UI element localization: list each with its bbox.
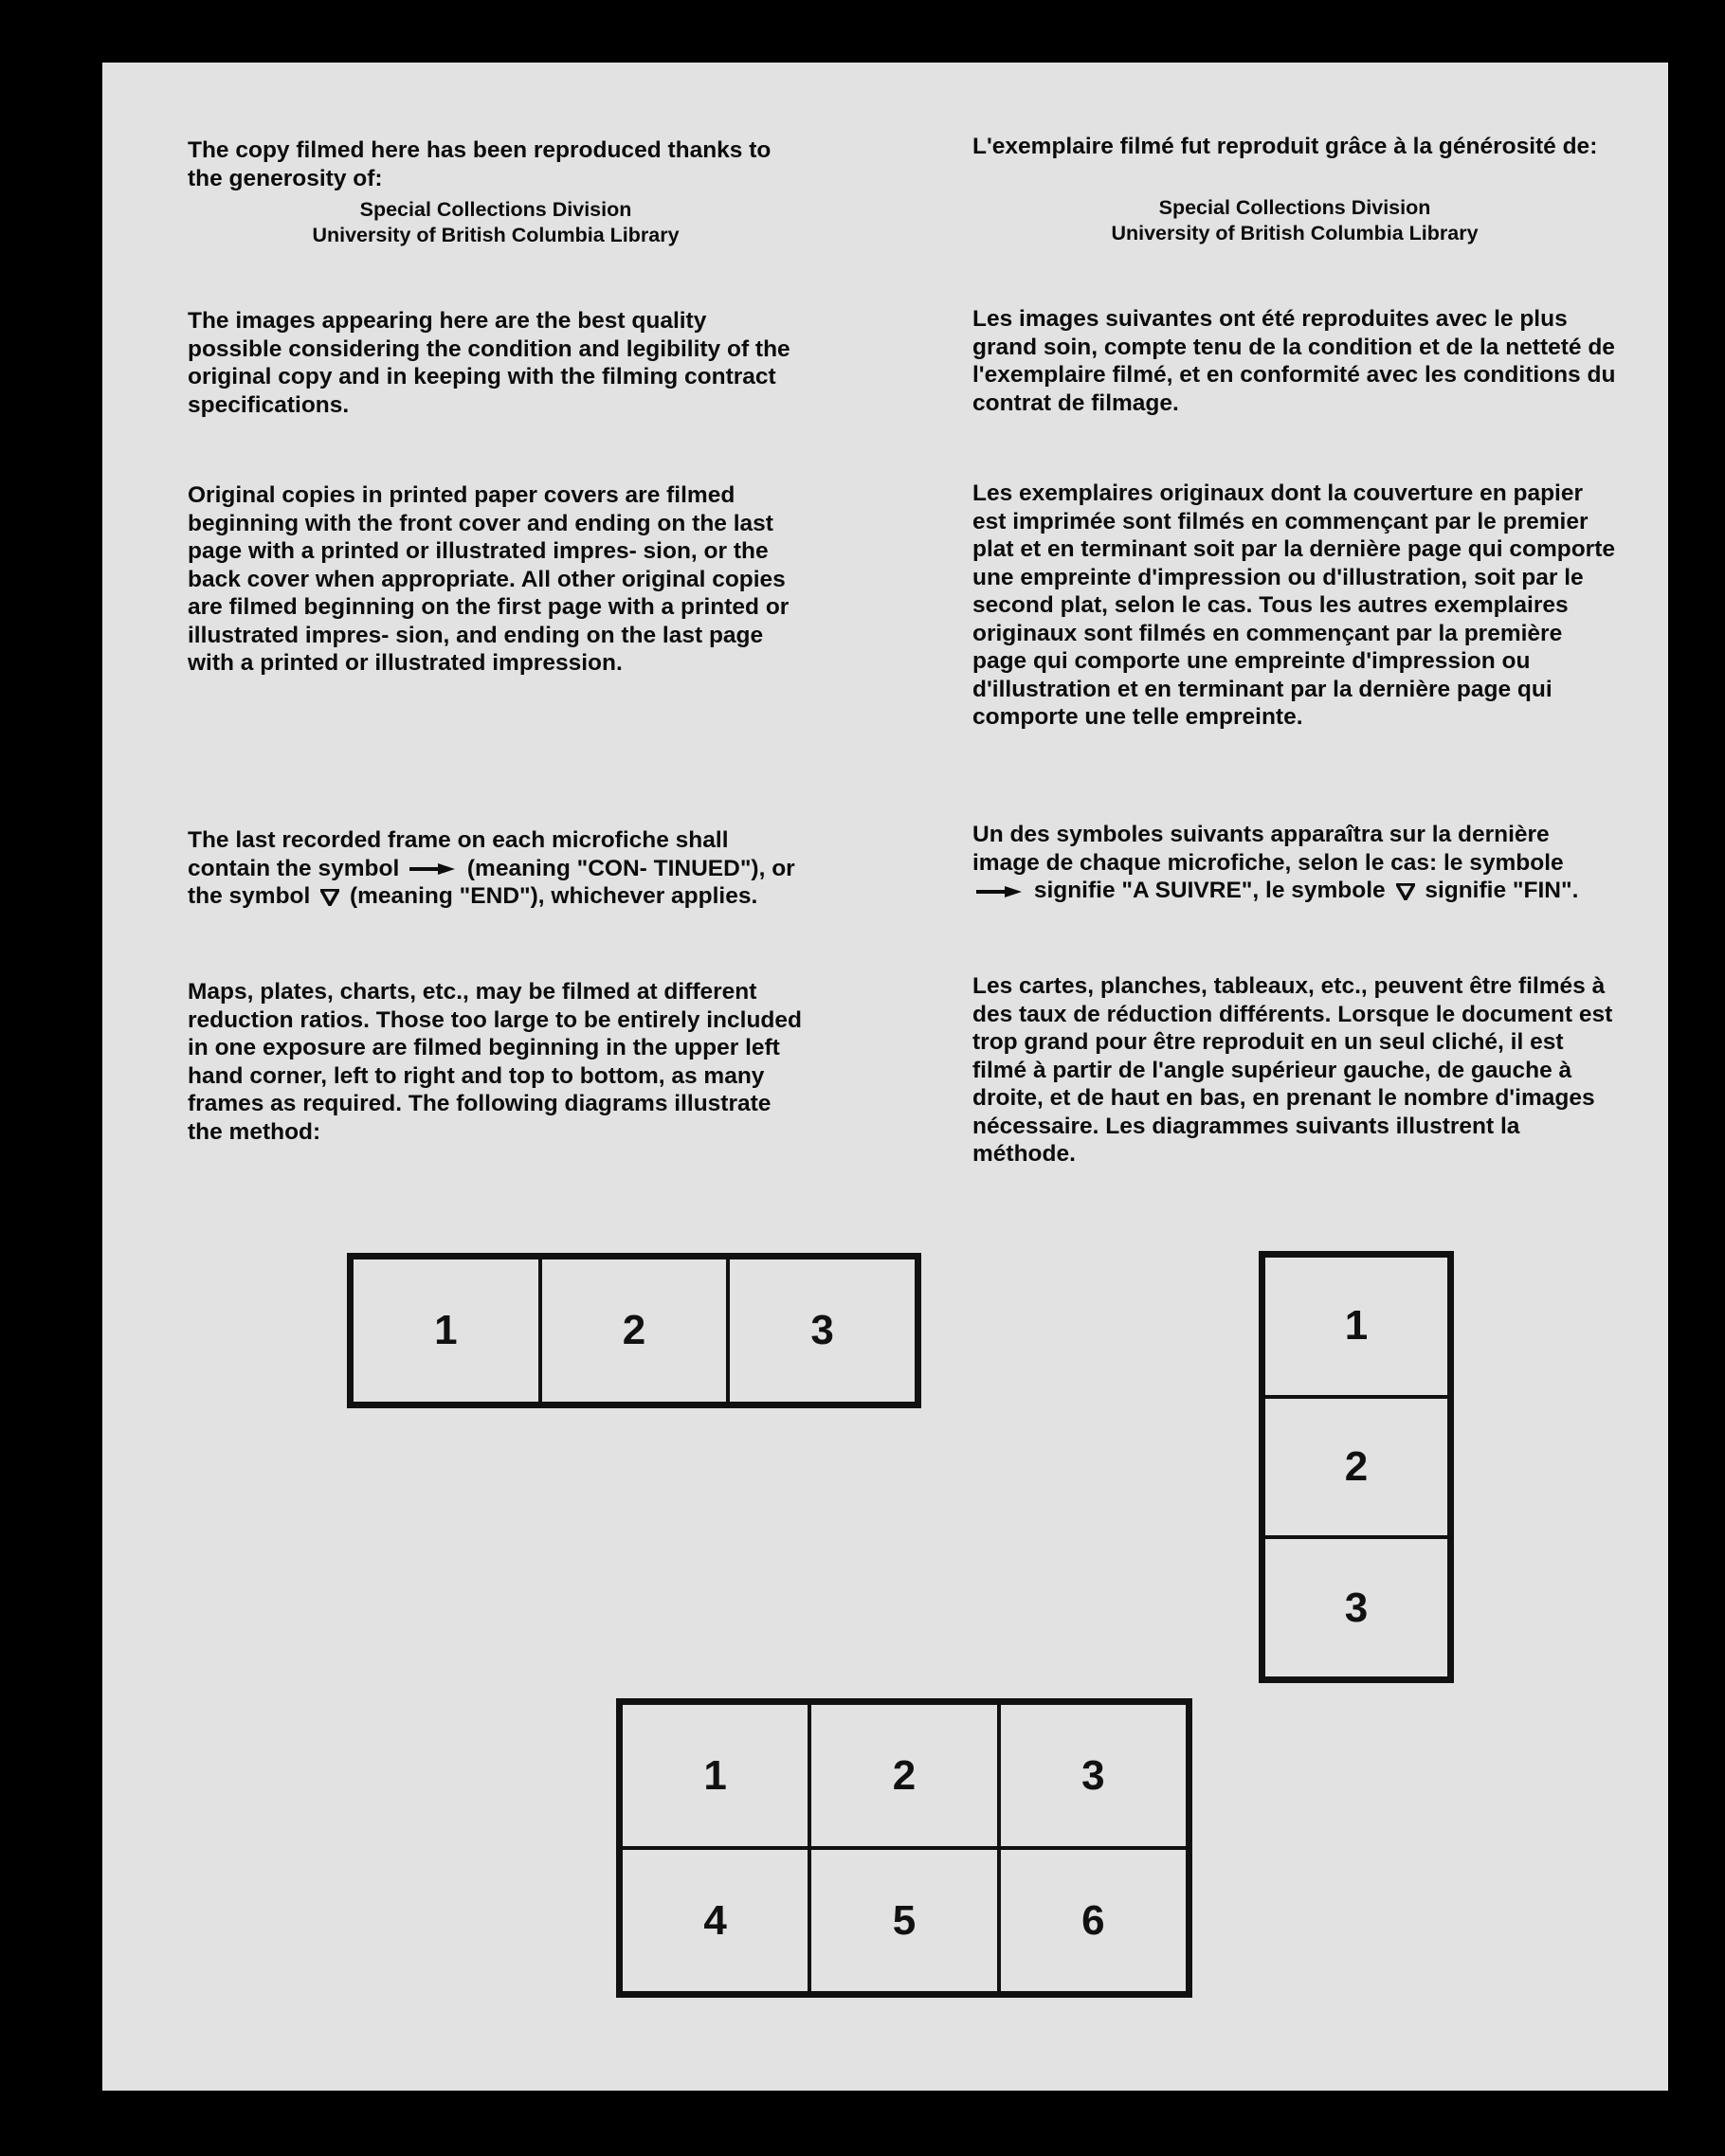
english-symbols-paragraph — [188, 826, 804, 911]
french-credit-division: Special Collections Division — [1158, 196, 1431, 219]
english-symbols-text-2: (meaning "CON- TINUED"), or the symbol — [188, 855, 795, 909]
diagram-frame: 2 — [809, 1703, 998, 1848]
diagram-frame: 3 — [1263, 1537, 1449, 1678]
english-intro: The copy filmed here has been reproduced thanks to the generosity of: — [188, 137, 772, 191]
french-credit — [972, 195, 1617, 246]
end-triangle-icon — [320, 889, 339, 906]
french-credit-library: University of British Columbia Library — [1111, 222, 1479, 245]
diagram-frame: 2 — [1263, 1397, 1449, 1538]
diagram-frame: 4 — [621, 1848, 809, 1993]
french-intro: L'exemplaire filmé fut reproduit grâce à la générosité de: — [972, 134, 1598, 159]
diagram-vertical-column — [1259, 1251, 1454, 1683]
french-maps-paragraph: Les cartes, planches, tableaux, etc., peuvent être filmés à des taux de réduction différents. Lorsque le document est trop grand pour être reproduit en un seul cliché, il est filmé à partir de l'angle supérieur gauche, de gauche à droite, et de haut en bas, en prenant le nombre d'images nécessaire. Les diagrammes suivants illustrent la méthode. — [972, 973, 1613, 1167]
diagram-frame: 1 — [1263, 1256, 1449, 1397]
diagram-frame: 2 — [540, 1258, 729, 1404]
fin-triangle-icon — [1396, 883, 1415, 900]
english-symbols-text-3: (meaning "END"), whichever applies. — [349, 883, 758, 909]
english-credit-library: University of British Columbia Library — [312, 224, 680, 246]
continued-arrow-icon — [409, 862, 457, 876]
french-quality-paragraph: Les images suivantes ont été reproduites avec le plus grand soin, compte tenu de la condition et de la netteté de l'exemplaire filmé, et en conformité avec les conditions du contrat de filmage. — [972, 306, 1616, 416]
diagram-grid — [616, 1698, 1192, 1998]
french-covers-paragraph: Les exemplaires originaux dont la couverture en papier est imprimée sont filmés en commençant par le premier plat et en terminant soit par la dernière page qui comporte une empreinte d'impression ou d'illustration, soit par le second plat, selon le cas. Tous les autres exemplaires originaux sont filmés en commençant par la première page qui comporte une empreinte d'impression ou d'illustration et en terminant par la dernière page qui comporte une telle empreinte. — [972, 480, 1615, 730]
suivre-arrow-icon — [976, 885, 1024, 898]
english-credit — [188, 197, 804, 248]
diagram-frame: 6 — [999, 1848, 1188, 1993]
french-symbols-text-3: signifie "FIN". — [1425, 878, 1579, 903]
english-credit-division: Special Collections Division — [359, 198, 632, 221]
english-maps-paragraph: Maps, plates, charts, etc., may be filmed at different reduction ratios. Those too large to be entirely included in one exposure are filmed beginning in the upper left hand corner, left to right and top to bottom, as many frames as required. The following diagrams illustrate the method: — [188, 979, 802, 1145]
french-symbols-text-1: Un des symboles suivants apparaîtra sur la dernière image de chaque microfiche, selon le cas: le symbole — [972, 822, 1564, 876]
english-covers-paragraph: Original copies in printed paper covers are filmed beginning with the front cover and ending on the last page with a printed or illustrated impres- sion, or the back cover when appropriate. All other original copies are filmed beginning on the first page with a printed or illustrated impres- sion, and ending on the last page with a printed or illustrated impression. — [188, 482, 790, 676]
diagram-frame: 1 — [352, 1258, 540, 1404]
english-quality-paragraph: The images appearing here are the best quality possible considering the condition and legibility of the original copy and in keeping with the filming contract specifications. — [188, 308, 790, 418]
diagram-frame: 1 — [621, 1703, 809, 1848]
french-symbols-paragraph — [972, 821, 1617, 905]
french-symbols-text-2: signifie "A SUIVRE", le symbole — [1033, 878, 1386, 903]
document-page — [102, 63, 1668, 2091]
diagram-frame: 3 — [999, 1703, 1188, 1848]
english-symbols-text-1: The last recorded frame on each microfiche shall contain the symbol — [188, 827, 729, 881]
diagram-frame: 3 — [728, 1258, 917, 1404]
diagram-frame: 5 — [809, 1848, 998, 1993]
diagram-horizontal-row — [347, 1253, 921, 1408]
